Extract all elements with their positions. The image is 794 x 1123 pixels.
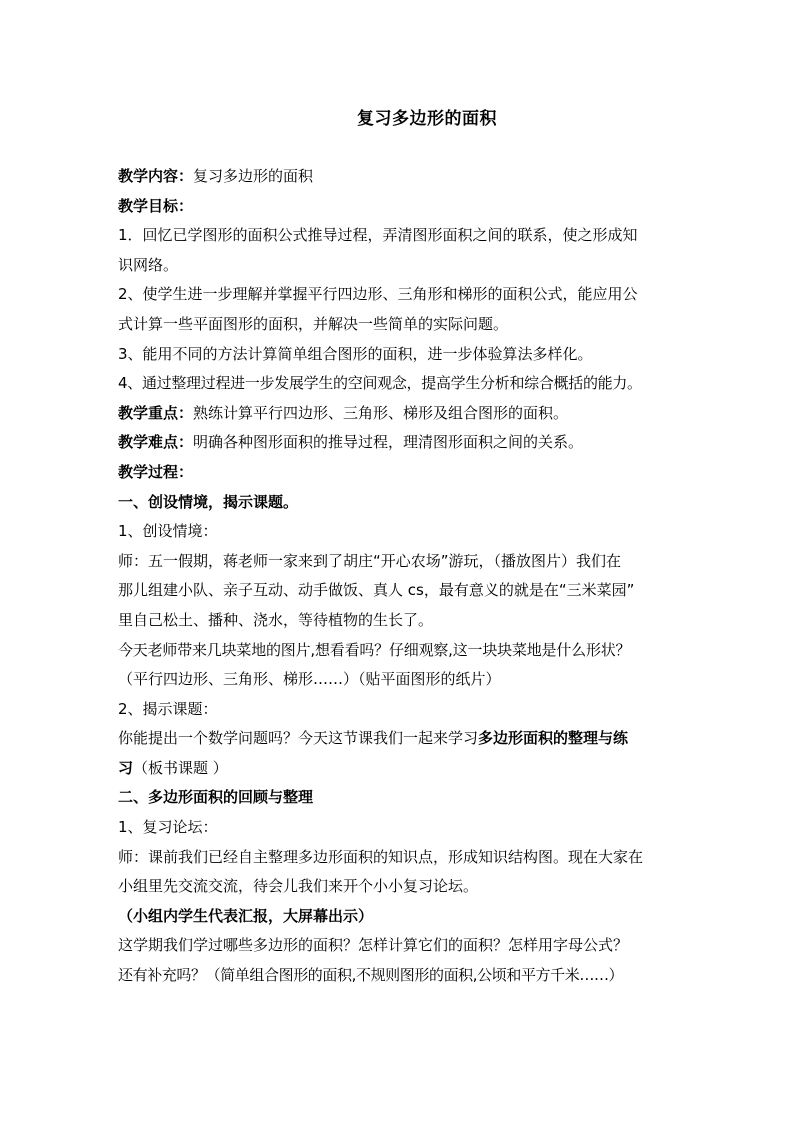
paragraph-line: 师：五一假期，蒋老师一家来到了胡庄“开心农场”游玩，（播放图片）我们在 (118, 551, 622, 570)
section-one-heading: 一、创设情境，揭示课题。 (118, 492, 299, 511)
goal-line: 2、使学生进一步理解并掌握平行四边形、三角形和梯形的面积公式，能应用公 (118, 285, 638, 304)
goal-line: 识网络。 (118, 255, 179, 274)
key-points-text: 熟练计算平行四边形、三角形、梯形及组合图形的面积。 (193, 403, 569, 422)
paragraph-line (118, 724, 680, 754)
subsection-heading: 1、复习论坛： (118, 818, 218, 837)
paragraph-line: 里自己松土、播种、浇水，等待植物的生长了。 (118, 610, 434, 629)
paragraph-line-bold: （小组内学生代表汇报，大屏幕出示） (118, 906, 374, 925)
page-title: 复习多边形的面积 (357, 109, 497, 129)
difficult-points-label: 教学难点： (118, 433, 194, 452)
paragraph-line: 那儿组建小队、亲子互动、动手做饭、真人 cs，最有意义的就是在“三米菜园” (118, 581, 635, 600)
subsection-heading: 2、揭示课题： (118, 699, 218, 718)
goal-line: 1．回忆已学图形的面积公式推导过程，弄清图形面积之间的联系，使之形成知 (118, 226, 638, 245)
paragraph-line: 小组里先交流交流，待会儿我们来开个小小复习论坛。 (118, 877, 479, 896)
key-points-line (118, 399, 680, 429)
paragraph-line (118, 754, 680, 784)
paragraph-text: 你能提出一个数学问题吗？今天这节课我们一起来学习 (118, 729, 479, 748)
difficult-points-line (118, 428, 680, 458)
subsection-heading: 1、创设情境： (118, 522, 218, 541)
lesson-topic-bold-end: 习 (118, 758, 134, 777)
paragraph-line: （平行四边形、三角形、梯形……）（贴平面图形的纸片） (118, 670, 501, 689)
teaching-content-label: 教学内容： (118, 167, 194, 185)
document-body (118, 162, 680, 991)
teaching-content-text: 复习多边形的面积 (193, 167, 314, 185)
paragraph-line: 师：课前我们已经自主整理多边形面积的知识点，形成知识结构图。现在大家在 (118, 847, 644, 866)
teaching-content-line (118, 162, 680, 192)
goal-line: 3、能用不同的方法计算简单组合图形的面积，进一步体验算法多样化。 (118, 344, 593, 363)
lesson-topic-bold: 多边形面积的整理与练 (478, 729, 629, 748)
goal-line: 4、通过整理过程进一步发展学生的空间观念，提高学生分析和综合概括的能力。 (118, 374, 642, 393)
goal-line: 式计算一些平面图形的面积，并解决一些简单的实际问题。 (118, 314, 509, 333)
paragraph-text: （板书课题 ） (133, 758, 228, 777)
teaching-goals-heading: 教学目标： (118, 196, 194, 215)
difficult-points-text: 明确各种图形面积的推导过程，理清图形面积之间的关系。 (193, 433, 584, 452)
key-points-label: 教学重点： (118, 403, 194, 422)
paragraph-line: 今天老师带来几块菜地的图片,想看看吗？仔细观察,这一块块菜地是什么形状？ (118, 640, 631, 659)
section-two-heading: 二、多边形面积的回顾与整理 (118, 788, 314, 807)
paragraph-line: 这学期我们学过哪些多边形的面积？怎样计算它们的面积？怎样用字母公式？ (118, 936, 629, 955)
paragraph-line: 还有补充吗？（简单组合图形的面积,不规则图形的面积,公顷和平方千米……） (118, 966, 624, 985)
teaching-process-heading: 教学过程： (118, 462, 194, 481)
